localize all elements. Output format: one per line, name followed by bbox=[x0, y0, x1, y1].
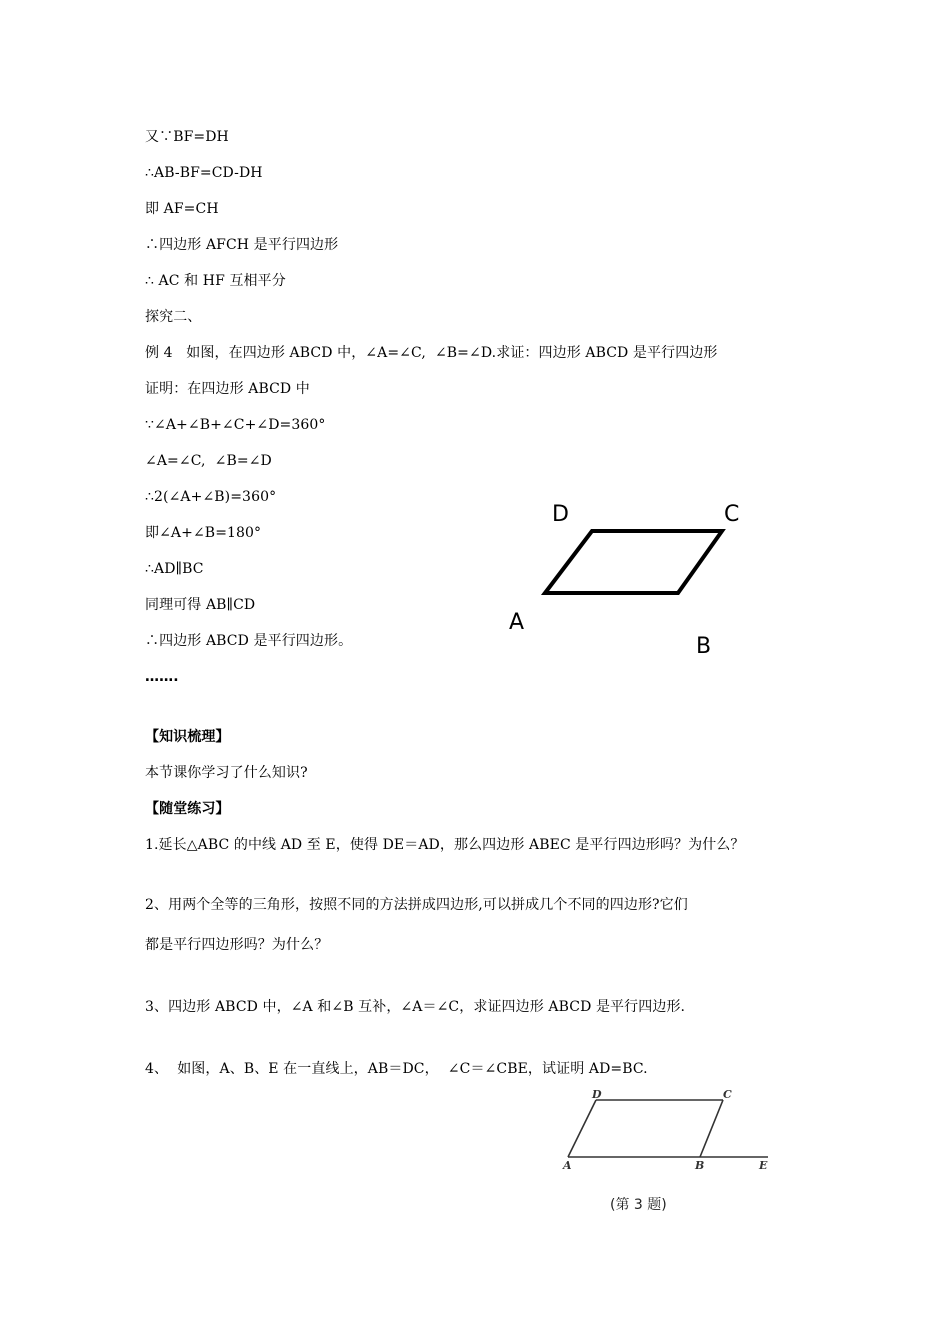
vertex-label-d: D bbox=[592, 1088, 602, 1101]
practice-question-2-cont: 都是平行四边形吗？为什么？ bbox=[145, 937, 329, 953]
section-heading-explore-2: 探究二、 bbox=[145, 309, 202, 325]
proof-line: ∴ AC 和 HF 互相平分 bbox=[145, 273, 286, 289]
proof-line: 即 AF=CH bbox=[145, 201, 219, 217]
practice-heading: 【随堂练习】 bbox=[145, 801, 230, 817]
vertex-label-c: C bbox=[723, 1088, 732, 1101]
practice-question-3: 3、四边形 ABCD 中，∠A 和∠B 互补，∠A＝∠C，求证四边形 ABCD 是平行四边形. bbox=[145, 999, 686, 1015]
proof-step: ∠A=∠C, ∠B=∠D bbox=[145, 453, 272, 469]
vertex-label-a: A bbox=[509, 610, 525, 635]
practice-question-4: 4、 如图，A、B、E 在一直线上，AB＝DC， ∠C＝∠CBE，试证明 AD=BC. bbox=[145, 1061, 648, 1077]
proof-intro: 证明：在四边形 ABCD 中 bbox=[145, 381, 310, 397]
summary-question: 本节课你学习了什么知识? bbox=[145, 765, 308, 781]
vertex-label-c: C bbox=[724, 502, 740, 527]
parallelogram-figure bbox=[500, 495, 770, 665]
example-4-statement: 例 4 如图，在四边形 ABCD 中，∠A=∠C, ∠B=∠D.求证：四边形 ABCD 是平行四边形 bbox=[145, 345, 718, 361]
vertex-label-b: B bbox=[695, 1159, 705, 1172]
proof-line: ∴AB-BF=CD-DH bbox=[145, 165, 263, 181]
proof-step: ∴四边形 ABCD 是平行四边形。 bbox=[145, 633, 353, 649]
parallelogram-line-figure bbox=[555, 1080, 785, 1180]
vertex-label-d: D bbox=[552, 502, 569, 527]
ellipsis-line: ……. bbox=[145, 669, 179, 685]
proof-step: ∵∠A+∠B+∠C+∠D=360° bbox=[145, 417, 326, 433]
figure-caption: (第 3 题) bbox=[610, 1197, 667, 1213]
vertex-label-e: E bbox=[759, 1159, 768, 1172]
proof-step: ∴2(∠A+∠B)=360° bbox=[145, 489, 277, 505]
vertex-label-b: B bbox=[696, 634, 712, 659]
parallelogram-shape bbox=[545, 531, 722, 593]
practice-question-2: 2、用两个全等的三角形，按照不同的方法拼成四边形,可以拼成几个不同的四边形?它们 bbox=[145, 897, 688, 913]
proof-line: 又∵BF=DH bbox=[145, 129, 229, 145]
proof-step: ∴AD∥BC bbox=[145, 561, 204, 577]
vertex-label-a: A bbox=[563, 1159, 572, 1172]
proof-step: 即∠A+∠B=180° bbox=[145, 525, 262, 541]
summary-heading: 【知识梳理】 bbox=[145, 729, 230, 745]
segment-a-d bbox=[568, 1100, 596, 1157]
proof-line: ∴四边形 AFCH 是平行四边形 bbox=[145, 237, 339, 253]
practice-question-1: 1.延长△ABC 的中线 AD 至 E，使得 DE＝AD，那么四边形 ABEC 是平行四边形吗？为什么？ bbox=[145, 837, 745, 853]
segment-c-b bbox=[700, 1100, 723, 1157]
proof-step: 同理可得 AB∥CD bbox=[145, 597, 256, 613]
